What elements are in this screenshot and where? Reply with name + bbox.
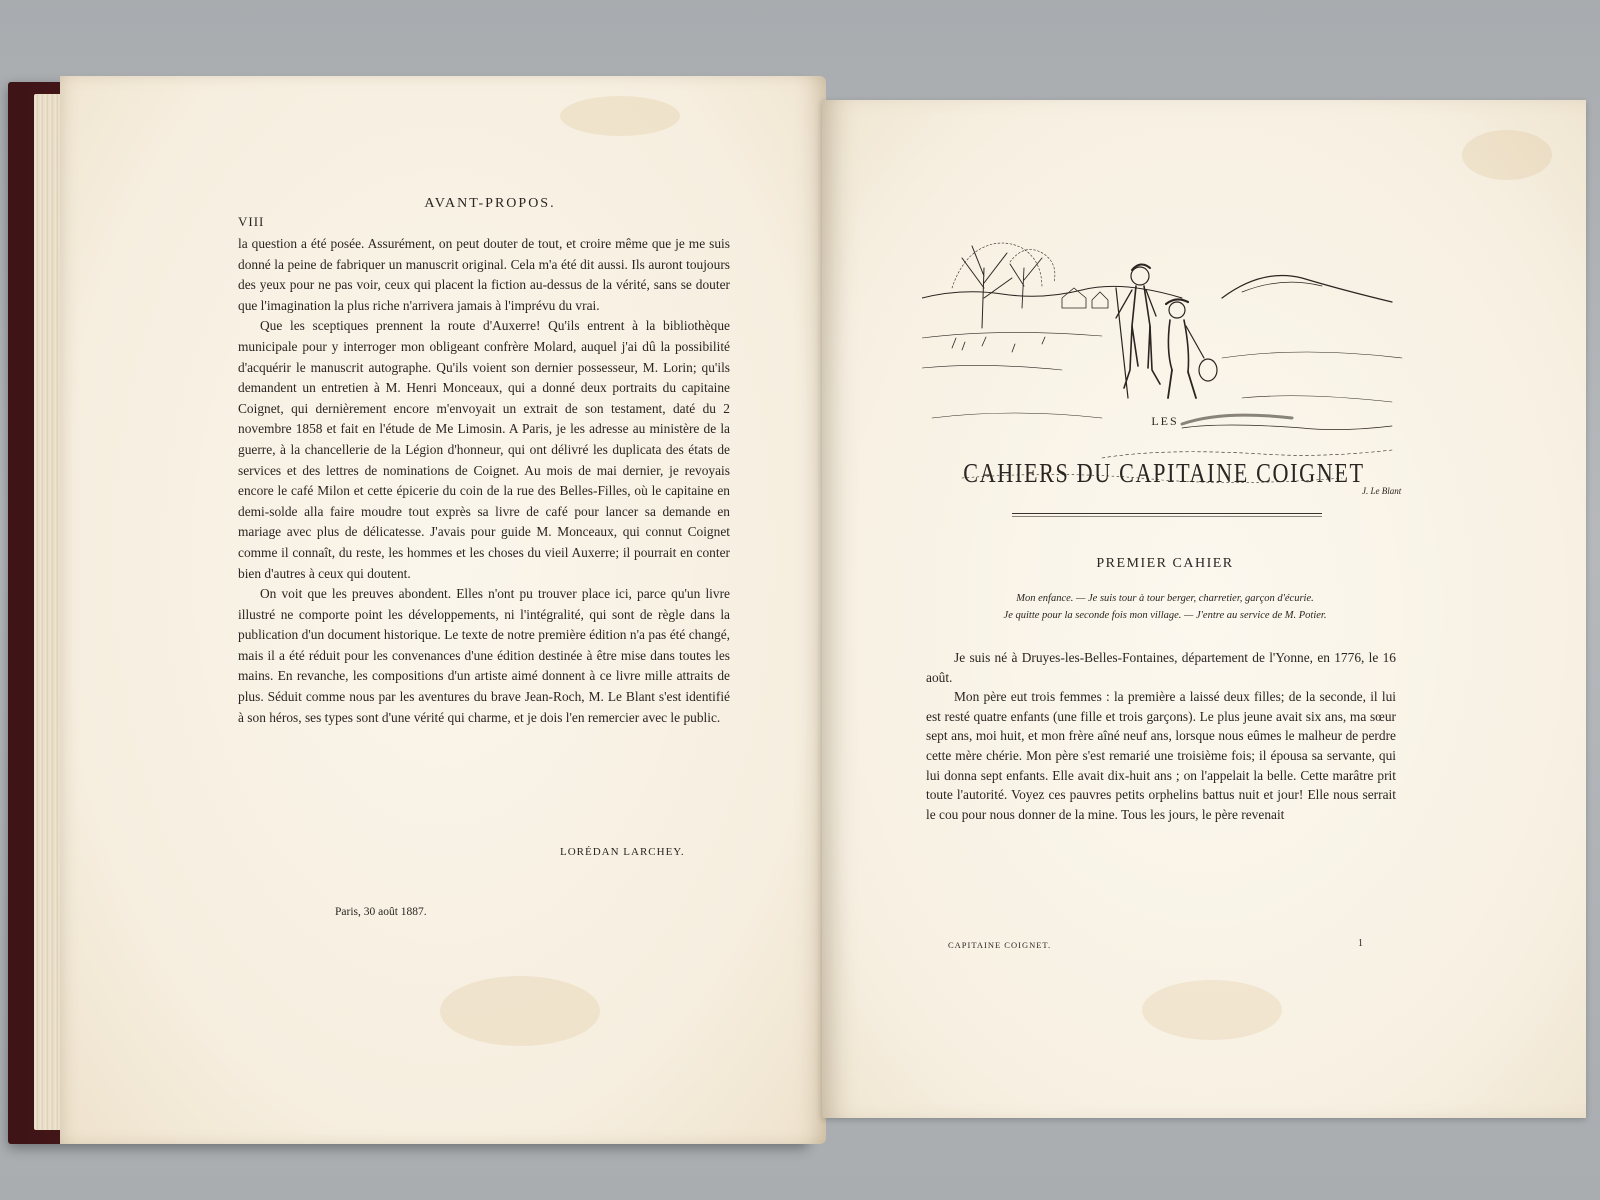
footer-page-number: 1 (1358, 938, 1363, 949)
chapter-summary (930, 590, 1400, 624)
chapter-heading: PREMIER CAHIER (1096, 556, 1234, 571)
illustration-signature: J. Le Blant (1362, 486, 1402, 496)
title-rule (1012, 513, 1322, 517)
left-body-text (238, 234, 730, 728)
left-page (60, 76, 826, 1144)
right-body-text (926, 648, 1396, 824)
footer-signature: CAPITAINE COIGNET. (948, 940, 1052, 950)
paragraph: On voit que les preuves abondent. Elles n'ont pu trouver place ici, parce qu'un livre illustré ne comporte point les développements, ni l'intégralité, qui sont de règle dans la publication d'un document historique. Le texte de notre première édition n'a pas été changé, mais il a été réduit pour les convenances d'une édition destinée à être mise dans toutes les mains. En revanche, les compositions d'un artiste aimé donnent à ce livre mille attraits de plus. Séduit comme nous par les aventures du brave Jean-Roch, M. Le Blant s'est identifié à son héros, ses types sont d'une vérité qui charme, et je dois l'en remercier avec le public. (238, 586, 730, 725)
paragraph: Mon père eut trois femmes : la première a laissé deux filles; de la seconde, il lui est resté quatre enfants (une fille et trois garçons). Le plus jeune avait six ans, ma sœur sept ans, moi huit, et mon frère aîné neuf ans, lorsque nous eûmes le malheur de perdre cette mère chérie. Mon père s'est remarié une troisième fois; il épousa sa servante, qui lui donna sept enfants. Elle avait dix-huit ans ; on l'appelait la belle. Cette marâtre prit toute l'autorité. Voyez ces pauvres petits orphelins battus nuit et jour! Elle nous serrait le cou pour nous donner de la mine. Tous les jours, le père revenait (926, 689, 1396, 822)
summary-line: Mon enfance. — Je suis tour à tour berger, charretier, garçon d'écurie. (1016, 593, 1314, 604)
page-number: VIII (238, 214, 265, 229)
summary-line: Je quitte pour la seconde fois mon village. — J'entre au service de M. Potier. (1003, 610, 1327, 621)
paragraph: Je suis né à Druyes-les-Belles-Fontaines, département de l'Yonne, en 1776, le 16 août. (926, 650, 1396, 685)
paragraph: Que les sceptiques prennent la route d'Auxerre! Qu'ils entrent à la bibliothèque municipale pour y interroger mon obligeant confrère Molard, auquel j'ai dû la possibilité d'acquérir le manuscrit autographe. Qu'ils voient son dernier possesseur, M. Lorin; qu'ils demandent un entretien à M. Henri Monceaux, qui a donné deux portraits du capitaine Coignet, qui dernièrement encore m'envoyait un extrait de son testament, daté du 2 novembre 1858 et fait en l'étude de Me Limosin. A Paris, je les adresse au ministère de la guerre, à la chancellerie de la Légion d'honneur, qui ont délivré les duplicata des états de services et des lettres de nominations de Coignet. Au mois de mai dernier, je revoyais encore le café Milon et cette épicerie du coin de la rue des Belles-Filles, où le capitaine en demi-solde alla faire moudre tout exprès sa livre de café pour lancer sa demande en mariage avec plus de délicatesse. J'avais pour guide M. Monceaux, qui connut Coignet comme il connaît, du reste, les hommes et les choses du vieil Auxerre; il pourrait en conter bien d'autres à ceux qui doutent. (238, 318, 730, 581)
book-title: CAHIERS DU CAPITAINE COIGNET (963, 458, 1365, 488)
running-head: AVANT-PROPOS. (424, 196, 556, 211)
dateline: Paris, 30 août 1887. (335, 906, 427, 918)
pre-title: LES (1151, 414, 1179, 428)
paragraph: la question a été posée. Assurément, on peut douter de tout, et croire même que je me suis donné la peine de fabriquer un manuscrit original. Cela m'a été dit aussi. Ils auront toujours des yeux pour ne pas voir, ceux qui placent la fiction au-dessus de la vérité, sans se douter que l'imagination la plus riche n'arrivera jamais à l'imprévu du vrai. (238, 236, 730, 313)
author-signature: LORÉDAN LARCHEY. (560, 846, 685, 858)
